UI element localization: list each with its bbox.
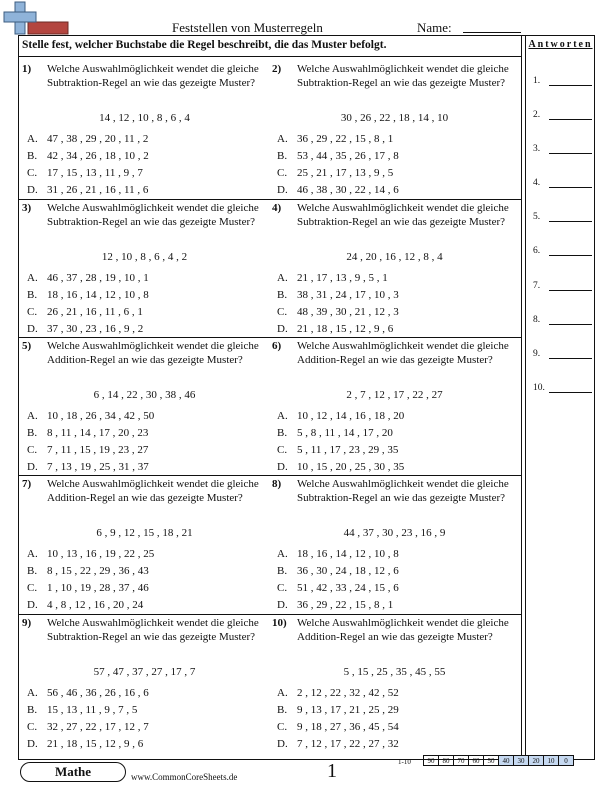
answer-number-7: 7. xyxy=(533,281,541,291)
option-sequence: 47 , 38 , 29 , 20 , 11 , 2 xyxy=(47,133,149,145)
option-letter: D. xyxy=(27,738,38,750)
answer-option[interactable] xyxy=(277,720,399,734)
option-sequence: 4 , 8 , 12 , 16 , 20 , 24 xyxy=(47,599,144,611)
option-sequence: 17 , 15 , 13 , 11 , 9 , 7 xyxy=(47,167,143,179)
answer-option[interactable] xyxy=(277,564,399,578)
answer-number-1: 1. xyxy=(533,76,541,86)
answer-option[interactable] xyxy=(27,564,149,578)
answer-option[interactable] xyxy=(277,426,393,440)
answer-option[interactable] xyxy=(277,443,398,457)
option-letter: B. xyxy=(27,289,38,301)
option-sequence: 46 , 37 , 28 , 19 , 10 , 1 xyxy=(47,272,149,284)
answers-heading: Antworten xyxy=(528,39,593,50)
option-letter: A. xyxy=(27,687,38,699)
pattern-sequence: 24 , 20 , 16 , 12 , 8 , 4 xyxy=(346,251,443,263)
option-sequence: 5 , 11 , 17 , 23 , 29 , 35 xyxy=(297,444,399,456)
answer-number-5: 5. xyxy=(533,212,541,222)
answer-blank-9[interactable] xyxy=(549,358,592,359)
answer-number-3: 3. xyxy=(533,144,541,154)
option-sequence: 7 , 11 , 15 , 19 , 23 , 27 xyxy=(47,444,149,456)
option-letter: C. xyxy=(27,444,38,456)
score-cell: 60 xyxy=(468,755,484,766)
option-letter: A. xyxy=(27,272,38,284)
score-cell: 30 xyxy=(513,755,529,766)
option-letter: C. xyxy=(27,582,38,594)
answer-option[interactable] xyxy=(27,426,148,440)
answer-blank-10[interactable] xyxy=(549,392,592,393)
answer-option[interactable] xyxy=(277,686,399,700)
option-sequence: 1 , 10 , 19 , 28 , 37 , 46 xyxy=(47,582,149,594)
answer-option[interactable] xyxy=(27,322,143,336)
option-letter: D. xyxy=(277,461,288,473)
score-cell: 70 xyxy=(453,755,469,766)
answer-option[interactable] xyxy=(27,737,143,751)
option-letter: A. xyxy=(277,133,288,145)
option-letter: A. xyxy=(27,410,38,422)
question-prompt: Welche Auswahlmöglichkeit wendet die gleiche Subtraktion-Regel an wie das gezeigte Muster? xyxy=(297,63,509,89)
answer-blank-4[interactable] xyxy=(549,187,592,188)
score-cell: 40 xyxy=(498,755,514,766)
option-sequence: 5 , 8 , 11 , 14 , 17 , 20 xyxy=(297,427,393,439)
option-letter: B. xyxy=(277,289,288,301)
answer-option[interactable] xyxy=(27,460,149,474)
answer-option[interactable] xyxy=(27,132,148,146)
option-letter: A. xyxy=(27,133,38,145)
pattern-sequence: 30 , 26 , 22 , 18 , 14 , 10 xyxy=(340,112,449,124)
option-sequence: 10 , 18 , 26 , 34 , 42 , 50 xyxy=(47,410,155,422)
score-cell: 10 xyxy=(543,755,559,766)
answer-blank-5[interactable] xyxy=(549,221,592,222)
option-letter: B. xyxy=(27,704,38,716)
question-prompt: Welche Auswahlmöglichkeit wendet die gleiche Subtraktion-Regel an wie das gezeigte Muster? xyxy=(297,478,509,504)
option-letter: A. xyxy=(27,548,38,560)
answer-option[interactable] xyxy=(277,460,404,474)
option-letter: B. xyxy=(27,427,38,439)
answer-option[interactable] xyxy=(27,686,149,700)
answer-option[interactable] xyxy=(27,598,143,612)
question-number: 5) xyxy=(22,340,32,352)
answer-option[interactable] xyxy=(277,737,399,751)
option-sequence: 21 , 18 , 15 , 12 , 9 , 6 xyxy=(47,738,144,750)
answer-number-2: 2. xyxy=(533,110,541,120)
instructions: Stelle fest, welcher Buchstabe die Regel beschreibt, die das Muster befolgt. xyxy=(22,39,387,51)
row-divider xyxy=(18,199,521,200)
option-letter: D. xyxy=(27,184,38,196)
option-sequence: 21 , 17 , 13 , 9 , 5 , 1 xyxy=(297,272,388,284)
question-prompt: Welche Auswahlmöglichkeit wendet die gleiche Subtraktion-Regel an wie das gezeigte Muster? xyxy=(47,617,259,643)
page-number: 1 xyxy=(327,760,337,782)
score-cell: 20 xyxy=(528,755,544,766)
option-letter: D. xyxy=(27,323,38,335)
question-number: 9) xyxy=(22,617,32,629)
pattern-sequence: 2 , 7 , 12 , 17 , 22 , 27 xyxy=(346,389,443,401)
option-sequence: 2 , 12 , 22 , 32 , 42 , 52 xyxy=(297,687,399,699)
answer-number-4: 4. xyxy=(533,178,541,188)
pattern-sequence: 6 , 9 , 12 , 15 , 18 , 21 xyxy=(96,527,193,539)
answer-option[interactable] xyxy=(277,288,399,302)
option-sequence: 31 , 26 , 21 , 16 , 11 , 6 xyxy=(47,184,149,196)
option-sequence: 38 , 31 , 24 , 17 , 10 , 3 xyxy=(297,289,399,301)
answer-number-9: 9. xyxy=(533,349,541,359)
row-divider xyxy=(18,614,521,615)
question-prompt: Welche Auswahlmöglichkeit wendet die gleiche Subtraktion-Regel an wie das gezeigte Muster? xyxy=(297,202,509,228)
answer-blank-7[interactable] xyxy=(549,290,592,291)
option-letter: D. xyxy=(27,461,38,473)
score-cell: 50 xyxy=(483,755,499,766)
option-letter: A. xyxy=(277,548,288,560)
answer-column-divider-inner xyxy=(525,35,526,760)
answer-option[interactable] xyxy=(27,149,149,163)
question-prompt: Welche Auswahlmöglichkeit wendet die gleiche Subtraktion-Regel an wie das gezeigte Muster? xyxy=(47,63,259,89)
option-letter: B. xyxy=(277,427,288,439)
option-letter: C. xyxy=(277,721,288,733)
option-letter: D. xyxy=(277,184,288,196)
option-sequence: 51 , 42 , 33 , 24 , 15 , 6 xyxy=(297,582,399,594)
option-letter: C. xyxy=(27,306,38,318)
option-sequence: 36 , 29 , 22 , 15 , 8 , 1 xyxy=(297,599,394,611)
subject-tab: Mathe xyxy=(20,762,126,782)
option-letter: C. xyxy=(277,306,288,318)
answer-option[interactable] xyxy=(27,288,149,302)
option-letter: B. xyxy=(277,565,288,577)
question-number: 3) xyxy=(22,202,32,214)
question-number: 8) xyxy=(272,478,282,490)
option-sequence: 10 , 13 , 16 , 19 , 22 , 25 xyxy=(47,548,155,560)
question-number: 1) xyxy=(22,63,32,75)
answer-option[interactable] xyxy=(277,409,404,423)
option-sequence: 21 , 18 , 15 , 12 , 9 , 6 xyxy=(297,323,394,335)
option-sequence: 15 , 13 , 11 , 9 , 7 , 5 xyxy=(47,704,138,716)
answer-option[interactable] xyxy=(27,305,143,319)
option-letter: D. xyxy=(27,599,38,611)
option-sequence: 9 , 18 , 27 , 36 , 45 , 54 xyxy=(297,721,399,733)
pattern-sequence: 57 , 47 , 37 , 27 , 17 , 7 xyxy=(93,666,196,678)
option-sequence: 42 , 34 , 26 , 18 , 10 , 2 xyxy=(47,150,149,162)
option-letter: C. xyxy=(277,444,288,456)
question-number: 6) xyxy=(272,340,282,352)
score-scale-label: 1-10 xyxy=(398,758,411,766)
question-prompt: Welche Auswahlmöglichkeit wendet die gleiche Addition-Regel an wie das gezeigte Muster? xyxy=(297,617,509,643)
option-sequence: 8 , 15 , 22 , 29 , 36 , 43 xyxy=(47,565,149,577)
worksheet-title: Feststellen von Musterregeln xyxy=(172,20,323,35)
option-sequence: 18 , 16 , 14 , 12 , 10 , 8 xyxy=(47,289,149,301)
instructions-rule xyxy=(18,56,521,57)
option-letter: D. xyxy=(277,599,288,611)
answer-option[interactable] xyxy=(277,305,399,319)
option-letter: C. xyxy=(277,167,288,179)
option-sequence: 7 , 13 , 19 , 25 , 31 , 37 xyxy=(47,461,149,473)
answer-option[interactable] xyxy=(277,598,393,612)
option-sequence: 8 , 11 , 14 , 17 , 20 , 23 xyxy=(47,427,149,439)
answer-option[interactable] xyxy=(277,547,399,561)
question-prompt: Welche Auswahlmöglichkeit wendet die gleiche Addition-Regel an wie das gezeigte Muster? xyxy=(47,340,259,366)
question-prompt: Welche Auswahlmöglichkeit wendet die gleiche Addition-Regel an wie das gezeigte Muster? xyxy=(47,478,259,504)
answer-number-8: 8. xyxy=(533,315,541,325)
answer-option[interactable] xyxy=(277,581,399,595)
answer-blank-1[interactable] xyxy=(549,85,592,86)
option-sequence: 25 , 21 , 17 , 13 , 9 , 5 xyxy=(297,167,394,179)
option-letter: B. xyxy=(277,150,288,162)
score-cell: 80 xyxy=(438,755,454,766)
answer-blank-3[interactable] xyxy=(549,153,592,154)
answer-option[interactable] xyxy=(27,409,154,423)
option-sequence: 10 , 12 , 14 , 16 , 18 , 20 xyxy=(297,410,405,422)
answer-option[interactable] xyxy=(27,581,149,595)
option-letter: D. xyxy=(277,323,288,335)
score-cell: 90 xyxy=(423,755,439,766)
answer-option[interactable] xyxy=(277,149,399,163)
question-number: 7) xyxy=(22,478,32,490)
option-letter: B. xyxy=(27,150,38,162)
answer-option[interactable] xyxy=(277,271,388,285)
option-sequence: 18 , 16 , 14 , 12 , 10 , 8 xyxy=(297,548,399,560)
option-sequence: 56 , 46 , 36 , 26 , 16 , 6 xyxy=(47,687,149,699)
name-field-line[interactable] xyxy=(463,32,521,33)
answer-option[interactable] xyxy=(277,703,399,717)
answer-option[interactable] xyxy=(27,183,148,197)
answer-option[interactable] xyxy=(277,166,393,180)
question-number: 10) xyxy=(272,617,287,629)
pattern-sequence: 44 , 37 , 30 , 23 , 16 , 9 xyxy=(343,527,446,539)
score-cell: 0 xyxy=(558,755,574,766)
answer-option[interactable] xyxy=(27,720,149,734)
answer-option[interactable] xyxy=(27,166,143,180)
answer-blank-6[interactable] xyxy=(549,255,592,256)
option-sequence: 26 , 21 , 16 , 11 , 6 , 1 xyxy=(47,306,143,318)
answer-option[interactable] xyxy=(27,443,148,457)
answer-blank-2[interactable] xyxy=(549,119,592,120)
row-divider xyxy=(18,475,521,476)
question-number: 2) xyxy=(272,63,282,75)
answer-option[interactable] xyxy=(27,703,137,717)
option-sequence: 37 , 30 , 23 , 16 , 9 , 2 xyxy=(47,323,144,335)
answer-blank-8[interactable] xyxy=(549,324,592,325)
option-letter: C. xyxy=(27,167,38,179)
pattern-sequence: 12 , 10 , 8 , 6 , 4 , 2 xyxy=(101,251,188,263)
question-number: 4) xyxy=(272,202,282,214)
name-label: Name: xyxy=(417,20,452,35)
option-sequence: 9 , 13 , 17 , 21 , 25 , 29 xyxy=(297,704,399,716)
option-letter: C. xyxy=(27,721,38,733)
answer-option[interactable] xyxy=(27,547,154,561)
answer-number-10: 10. xyxy=(533,383,545,393)
score-scale xyxy=(424,755,574,766)
answer-option[interactable] xyxy=(277,322,393,336)
option-sequence: 53 , 44 , 35 , 26 , 17 , 8 xyxy=(297,150,399,162)
option-sequence: 7 , 12 , 17 , 22 , 27 , 32 xyxy=(297,738,399,750)
option-sequence: 10 , 15 , 20 , 25 , 30 , 35 xyxy=(297,461,405,473)
answer-option[interactable] xyxy=(277,132,393,146)
option-letter: B. xyxy=(27,565,38,577)
pattern-sequence: 6 , 14 , 22 , 30 , 38 , 46 xyxy=(93,389,196,401)
option-letter: B. xyxy=(277,704,288,716)
answer-option[interactable] xyxy=(277,183,399,197)
option-letter: C. xyxy=(277,582,288,594)
option-sequence: 36 , 30 , 24 , 18 , 12 , 6 xyxy=(297,565,399,577)
row-divider xyxy=(18,337,521,338)
site-url: www.CommonCoreSheets.de xyxy=(131,772,238,782)
option-sequence: 32 , 27 , 22 , 17 , 12 , 7 xyxy=(47,721,149,733)
option-letter: A. xyxy=(277,410,288,422)
option-letter: A. xyxy=(277,687,288,699)
option-letter: A. xyxy=(277,272,288,284)
option-sequence: 36 , 29 , 22 , 15 , 8 , 1 xyxy=(297,133,394,145)
pattern-sequence: 5 , 15 , 25 , 35 , 45 , 55 xyxy=(343,666,446,678)
answer-number-6: 6. xyxy=(533,246,541,256)
answer-column-divider xyxy=(521,35,522,760)
option-letter: D. xyxy=(277,738,288,750)
option-sequence: 46 , 38 , 30 , 22 , 14 , 6 xyxy=(297,184,399,196)
pattern-sequence: 14 , 12 , 10 , 8 , 6 , 4 xyxy=(99,112,190,124)
question-prompt: Welche Auswahlmöglichkeit wendet die gleiche Subtraktion-Regel an wie das gezeigte Muster? xyxy=(47,202,259,228)
question-prompt: Welche Auswahlmöglichkeit wendet die gleiche Addition-Regel an wie das gezeigte Muster? xyxy=(297,340,509,366)
option-sequence: 48 , 39 , 30 , 21 , 12 , 3 xyxy=(297,306,399,318)
plus-logo-icon xyxy=(0,0,70,36)
answer-option[interactable] xyxy=(27,271,149,285)
